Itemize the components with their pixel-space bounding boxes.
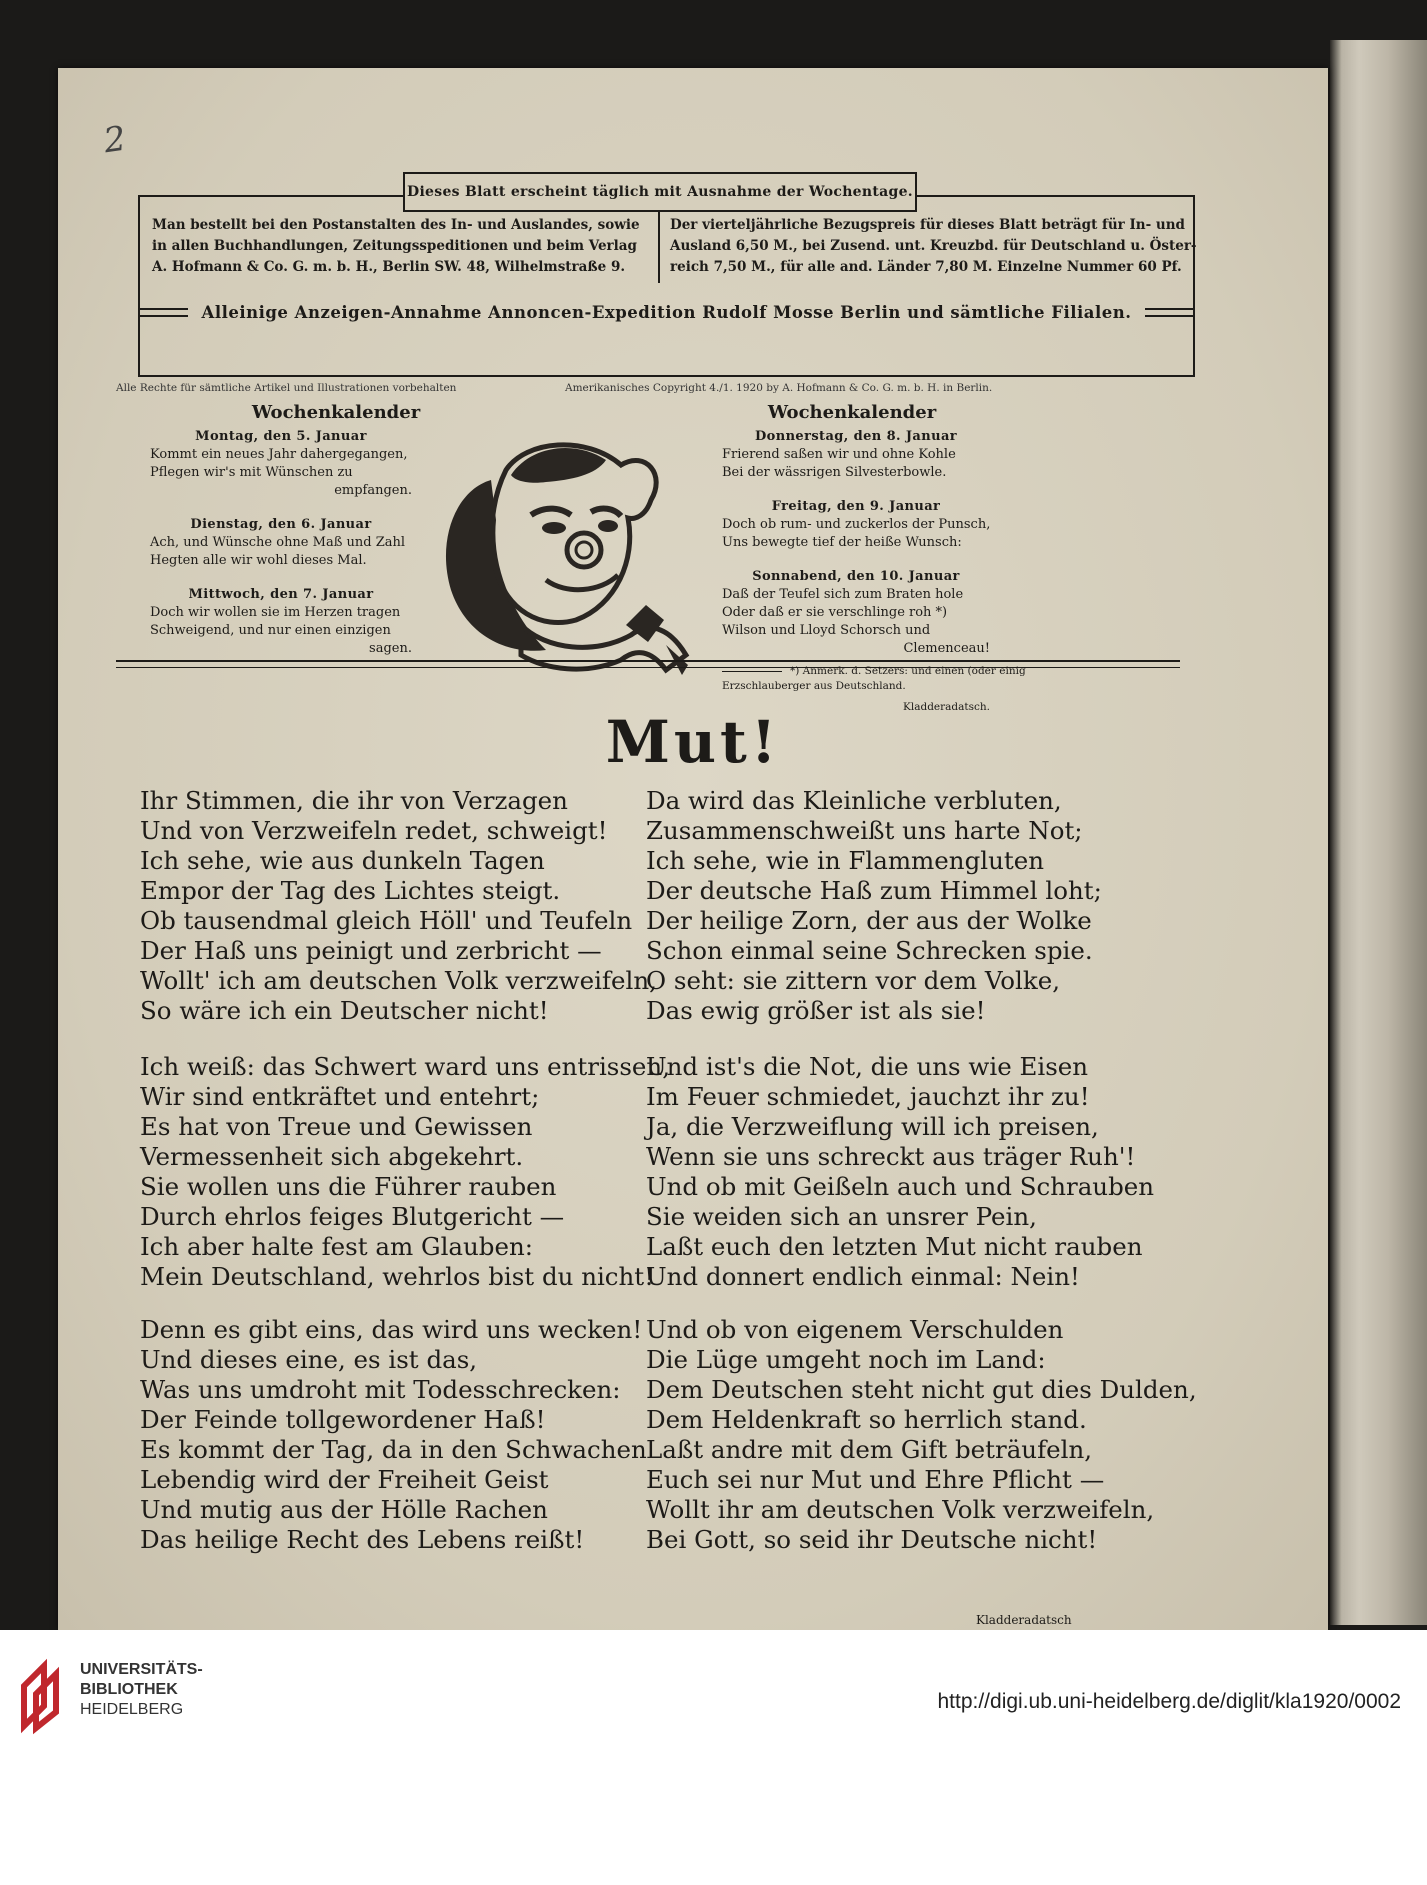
stanza-left-2: Ich weiß: das Schwert ward uns entrissen, Wir sind entkräftet und entehrt; Es hat von Treue und Gewissen Vermessenheit sich abgekehrt. Sie wollen uns die Führer rauben Durch ehrlos feiges Blutgericht — Ich aber halte fest am Glauben: Mein Deutschland, wehrlos bist du nicht! [140, 1052, 670, 1291]
copyright-notice: Amerikanisches Copyright 4./1. 1920 by A. Hofmann & Co. G. m. b. H. in Berlin. [565, 382, 993, 394]
stanza-right-3: Und ob von eigenem Verschulden Die Lüge umgeht noch im Land: Dem Deutschen steht nicht gut dies Dulden, Dem Heldenkraft so herrlich stand. Laßt andre mit dem Gift beträufeln, Euch sei nur Mut und Ehre Pflicht — Wollt ihr am deutschen Volk verzweifeln, Bei Gott, so seid ihr Deutsche nicht! [646, 1315, 1197, 1554]
scanned-page [58, 68, 1328, 1630]
poem-signature: Kladderadatsch [976, 1613, 1072, 1627]
calendar-left-title: Wochenkalender [251, 402, 421, 423]
poem-title: Mut! [605, 708, 781, 776]
stanza-right-1: Da wird das Kleinliche verbluten, Zusammenschweißt uns harte Not; Ich sehe, wie in Flammengluten Der deutsche Haß zum Himmel loht; Der heilige Zorn, der aus der Wolke Schon einmal seine Schrecken spie. O seht: sie zittern vor dem Volke, Das ewig größer ist als sie! [646, 786, 1102, 1025]
section-divider [116, 660, 1180, 668]
calendar-left: Montag, den 5. Januar Kommt ein neues Jahr dahergegangen, Pflegen wir's mit Wünschen zu empfangen. Dienstag, den 6. Januar Ach, und Wünsche ohne Maß und Zahl Hegten alle wir wohl dieses Mal. Mittwoch, den 7. Januar Doch wir wollen sie im Herzen tragen Schweigend, und nur einen einzigen sagen. [150, 429, 412, 656]
library-name: UNIVERSITÄTS- BIBLIOTHEK HEIDELBERG [80, 1661, 203, 1718]
column-divider [658, 211, 660, 283]
stanza-right-2: Und ist's die Not, die uns wie Eisen Im Feuer schmiedet, jauchzt ihr zu! Ja, die Verzweiflung will ich preisen, Wenn sie uns schreckt aus träger Ruh'! Und ob mit Geißeln auch und Schrauben Sie weiden sich an unsrer Pein, Laßt euch den letzten Mut nicht rauben Und donnert endlich einmal: Nein! [646, 1052, 1155, 1291]
stanza-left-3: Denn es gibt eins, das wird uns wecken! Und dieses eine, es ist das, Was uns umdroht mit Todesschrecken: Der Feinde tollgewordener Haß! Es kommt der Tag, da in den Schwachen Lebendig wird der Freiheit Geist Und mutig aus der Hölle Rachen Das heilige Recht des Lebens reißt! [140, 1315, 647, 1554]
advertising-note: Alleinige Anzeigen-Annahme Annoncen-Expedition Rudolf Mosse Berlin und sämtliche Filialen. [140, 297, 1193, 327]
calendar-right-title: Wochenkalender [767, 402, 937, 423]
caricature-illustration [396, 420, 696, 694]
stanza-left-1: Ihr Stimmen, die ihr von Verzagen Und von Verzweifeln redet, schweigt! Ich sehe, wie aus dunkeln Tagen Empor der Tag des Lichtes steigt. Ob tausendmal gleich Höll' und Teufeln Der Haß uns peinigt und zerbricht — Wollt' ich am deutschen Volk verzweifeln, So wäre ich ein Deutscher nicht! [140, 786, 657, 1025]
rights-notice: Alle Rechte für sämtliche Artikel und Illustrationen vorbehalten [116, 382, 457, 394]
calendar-right: Donnerstag, den 8. Januar Frierend saßen wir und ohne Kohle Bei der wässrigen Silvesterbowle. Freitag, den 9. Januar Doch ob rum- und zuckerlos der Punsch, Uns bewegte tief der heiße Wunsch: Sonnabend, den 10. Januar Daß der Teufel sich zum Braten hole Oder daß er sie verschlinge roh *) Wilson und Lloyd Schorsch und Clemenceau! *) Anmerk. d. Setzers: und einen (oder einig Erzschlauberger aus Deutschland. Kladderadatsch. [722, 429, 1026, 713]
book-edge [1330, 40, 1427, 1625]
publication-banner: Dieses Blatt erscheint täglich mit Ausnahme der Wochentage. [403, 172, 917, 212]
calendar-source: Kladderadatsch. [903, 701, 990, 713]
setzer-footnote: *) Anmerk. d. Setzers: und einen (oder einig [722, 664, 990, 679]
subscription-info-left: Man bestellt bei den Postanstalten des In- und Auslandes, sowie in allen Buchhandlungen, Zeitungsspeditionen und beim Verlag A. Hofmann & Co. G. m. b. H., Berlin SW. 48, Wilhelmstraße 9. [152, 217, 640, 275]
handwritten-page-number: 2 [101, 118, 129, 162]
library-footer [0, 1630, 1427, 1885]
subscription-info-right: Der vierteljährliche Bezugspreis für dieses Blatt beträgt für In- und Ausland 6,50 M., bei Zusend. unt. Kreuzbd. für Deutschland u. Öster- reich 7,50 M., für alle and. Länder 7,80 M. Einzelne Nummer 60 Pf. [670, 217, 1197, 275]
permalink-url[interactable]: http://digi.ub.uni-heidelberg.de/diglit/kla1920/0002 [937, 1690, 1401, 1713]
library-logo-icon [14, 1656, 74, 1736]
subscription-box [138, 195, 1195, 377]
